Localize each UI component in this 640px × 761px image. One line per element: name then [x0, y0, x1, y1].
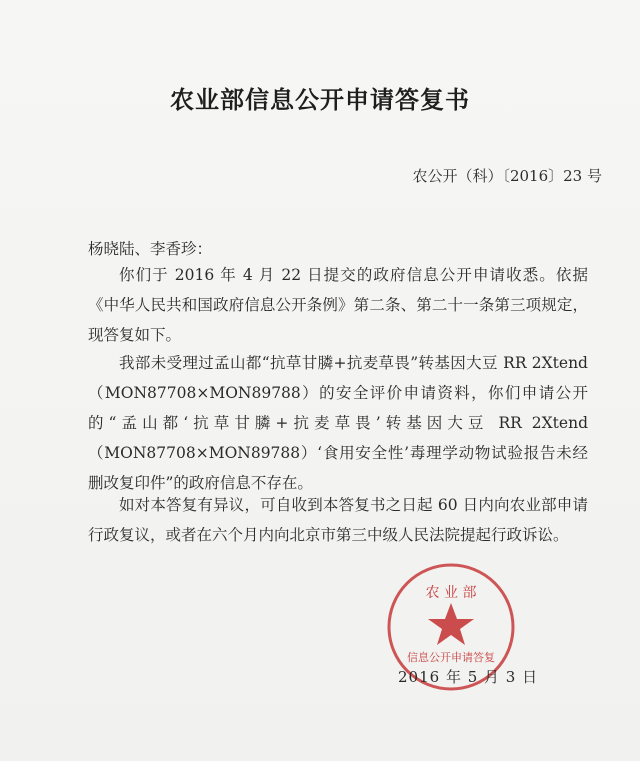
document-number: 农公开（科）〔2016〕23 号: [412, 167, 602, 185]
salutation: 杨晓陆、李香珍：: [88, 240, 213, 258]
body-paragraph: 如对本答复有异议，可自收到本答复书之日起 60 日内向农业部申请行政复议，或者在六个月内向北京市第三中级人民法院提起行政诉讼。: [88, 496, 588, 544]
star-icon: [428, 603, 474, 645]
body-paragraph: 我部未受理过孟山都“抗草甘膦+抗麦草畏”转基因大豆 RR 2Xtend（MON87708×MON89788）的安全评价申请资料，你们申请公开的“孟山都‘抗草甘膦+抗麦草畏’转基因大豆 RR 2Xtend（MON87708×MON89788）‘食用安全性’毒理学动物试验报告未经删改复印件”的政府信息不存在。: [88, 354, 588, 492]
body-paragraph: 你们于 2016 年 4 月 22 日提交的政府信息公开申请收悉。依据《中华人民共和国政府信息公开条例》第二条、第二十一条第三项规定，现答复如下。: [88, 266, 588, 344]
seal-bottom-text: 信息公开申请答复: [407, 651, 495, 664]
document-title: 农业部信息公开申请答复书: [170, 86, 470, 114]
document-date: 2016 年 5 月 3 日: [398, 668, 539, 686]
seal-top-text: 农 业 部: [425, 585, 477, 601]
